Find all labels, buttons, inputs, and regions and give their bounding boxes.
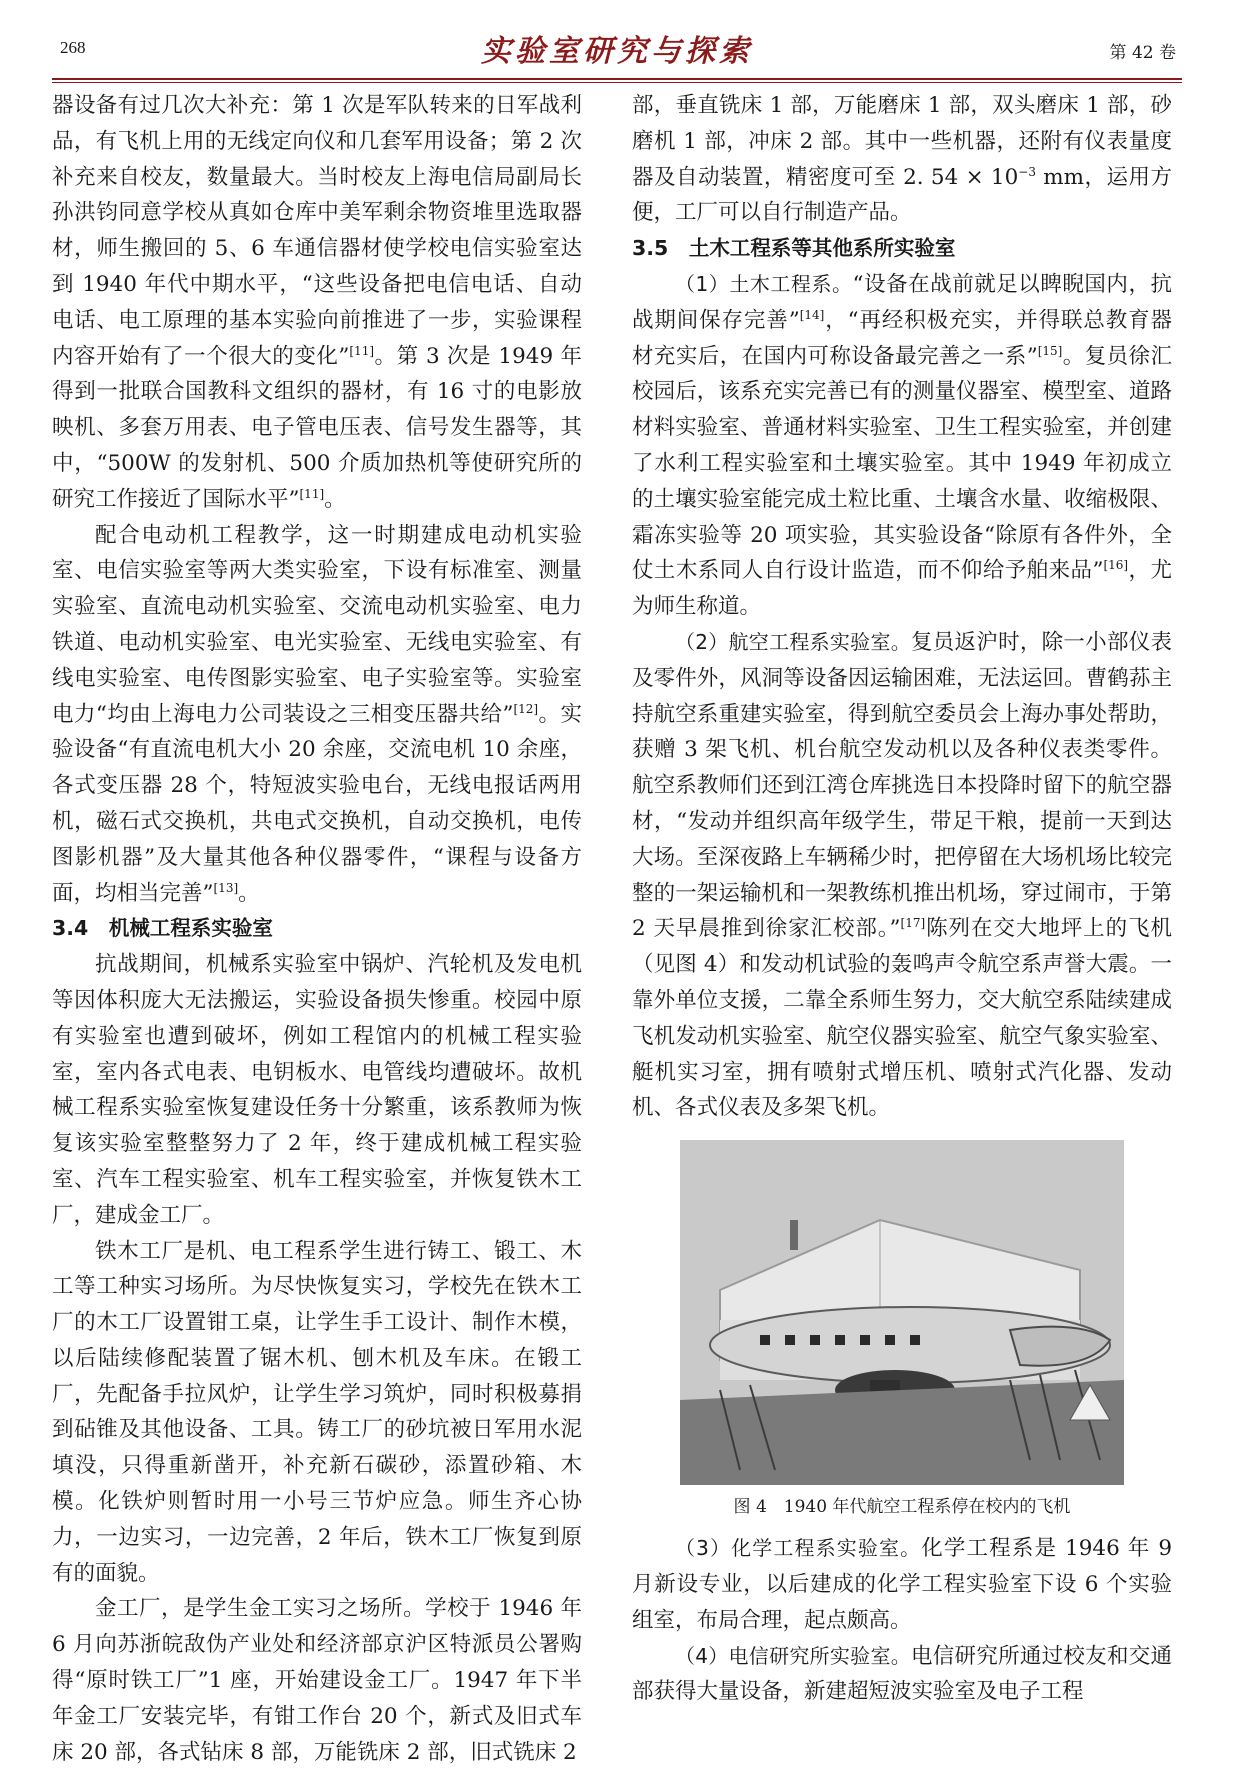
paragraph: 部，垂直铣床 1 部，万能磨床 1 部，双头磨床 1 部，砂磨机 1 部，冲床 2 部。其中一些机器，还附有仪表量度器及自动装置，精密度可至 2. $54 \times 10^{-3}$ mm，运用方便，工厂可以自行制造产品。 [632,93,1172,226]
paragraph: （4）电信研究所实验室。电信研究所通过校友和交通部获得大量设备，新建超短波实验室及电子工程 [632,1643,1172,1705]
header-rule-thin [52,82,1182,83]
airplane-photo-drawing [680,1140,1124,1485]
volume-label: 第 42 卷 [1109,43,1176,63]
subsection-lead: （1）土木工程系。 [675,271,853,296]
paragraph: 铁木工厂是机、电工程系学生进行铸工、锻工、木工等工种实习场所。为尽快恢复实习，学校先在铁木工厂的木工厂设置钳工桌，让学生手工设计、制作木模，以后陆续修配装置了锯木机、刨木机及车床。在锻工厂，先配备手拉风炉，让学生学习筑炉，同时积极募捐到砧锥及其他设备、工具。铸工厂的砂坑被日军用水泥填没，只得重新凿开，补充新石碳砂，添置砂箱、木模。化铁炉则暂时用一小号三节炉应急。师生齐心协力，一边实习，一边完善，2 年后，铁木工厂恢复到原有的面貌。 [52,1238,582,1586]
left-column [52,88,582,1770]
paragraph: 配合电动机工程教学，这一时期建成电动机实验室、电信实验室等两大类实验室，下设有标准室、测量实验室、直流电动机实验室、交流电动机实验室、电力铁道、电动机实验室、电光实验室、无线电实验室、有线电实验室、电传图影实验室、电子实验室等。实验室电力“均由上海电力公司装设之三相变压器共给”[12]。实验设备“有直流电机大小 20 余座，交流电机 10 余座，各式变压器 28 个，特短波实验电台，无线电报话两用机，磁石式交换机，共电式交换机，自动交换机，电传图影机器”及大量其他各种仪器零件，“课程与设备方面，均相当完善”[13]。 [52,522,582,906]
citation: [13] [213,880,239,895]
citation: [11] [299,486,325,501]
exponent: −3 [1018,164,1036,179]
section-heading-3-4: 3.4 机械工程系实验室 [52,916,273,941]
airplane-photo [680,1140,1124,1485]
right-column [632,88,1172,1710]
header-rule [52,78,1182,80]
citation: [12] [513,701,539,716]
page-header [52,18,1182,80]
paragraph: （2）航空工程系实验室。复员返沪时，除一小部仪表及零件外，风洞等设备因运输困难，无法运回。曹鹤荪主持航空系重建实验室，得到航空委员会上海办事处帮助，获赠 3 架飞机、机台航空发动机以及各种仪表类零件。航空系教师们还到江湾仓库挑选日本投降时留下的航空器材，“发动并组织高年级学生，带足干粮，提前一天到达大场。至深夜路上车辆稀少时，把停留在大场机场比较完整的一架运输机和一架教练机推出机场，穿过闹市，于第 2 天早晨推到徐家汇校部。”[17]陈列在交大地坪上的飞机（见图 4）和发动机试验的轰鸣声令航空系声誉大震。一靠外单位支援，二靠全系师生努力，交大航空系陆续建成飞机发动机实验室、航空仪器实验室、航空气象实验室、艇机实习室，拥有喷射式增压机、喷射式汽化器、发动机、各式仪表及多架飞机。 [632,629,1172,1121]
paragraph: 金工厂，是学生金工实习之场所。学校于 1946 年 6 月向苏浙皖敌伪产业处和经济部京沪区特派员公署购得“原时铁工厂”1 座，开始建设金工厂。1947 年下半年金工厂安装完毕，有钳工作台 20 个，新式及旧式车床 20 部，各式钻床 8 部，万能铣床 2 部，旧式铣床 2 [52,1596,582,1765]
citation: [14] [799,307,825,322]
paragraph: 器设备有过几次大补充：第 1 次是军队转来的日军战利品，有飞机上用的无线定向仪和几套军用设备；第 2 次补充来自校友，数量最大。当时校友上海电信局副局长孙洪钧同意学校从真如仓库中美军剩余物资堆里选取器材，师生搬回的 5、6 车通信器材使学校电信实验室达到 1940 年代中期水平，“这些设备把电信电话、自动电话、电工原理的基本实验向前推进了一步，实验课程内容开始有了一个很大的变化”[11]。第 3 次是 1949 年得到一批联合国教科文组织的器材，有 16 寸的电影放映机、多套万用表、电子管电压表、信号发生器等，其中，“500W 的发射机、500 介质加热机等使研究所的研究工作接近了国际水平”[11]。 [52,93,583,512]
citation: [11] [349,343,375,358]
paragraph: 抗战期间，机械系实验室中锅炉、汽轮机及发电机等因体积庞大无法搬运，实验设备损失惨重。校园中原有实验室也遭到破坏，例如工程馆内的机械工程实验室，室内各式电表、电钥板水、电管线均遭破坏。故机械工程系实验室恢复建设任务十分繁重，该系教师为恢复该实验室整整努力了 2 年，终于建成机械工程实验室、汽车工程实验室、机车工程实验室，并恢复铁木工厂，建成金工厂。 [52,952,582,1228]
subsection-lead: （4）电信研究所实验室。 [675,1643,911,1668]
paragraph: （1）土木工程系。“设备在战前就足以睥睨国内，抗战期间保存完善”[14]，“再经积极充实，并得联总教育器材充实后，在国内可称设备最完善之一系”[15]。复员徐汇校园后，该系充实完善已有的测量仪器室、模型室、道路材料实验室、普通材料实验室、卫生工程实验室，并创建了水利工程实验室和土壤实验室。其中 1949 年初成立的土壤实验室能完成土粒比重、土壤含水量、收缩极限、霜冻实验等 20 项实验，其实验设备“除原有各件外，全仗土木系同人自行设计监造，而不仰给予舶来品”[16]，尤为师生称道。 [632,271,1172,620]
subsection-lead: （3）化学工程系实验室。 [675,1536,922,1561]
citation: [15] [1037,343,1063,358]
section-heading-3-5: 3.5 土木工程系等其他系所实验室 [632,236,956,261]
journal-title: 实验室研究与探索 [481,34,753,69]
page-number: 268 [60,38,86,57]
citation: [16] [1103,558,1129,573]
figure-caption: 图 4 1940 年代航空工程系停在校内的飞机 [733,1497,1071,1518]
paragraph: （3）化学工程系实验室。化学工程系是 1946 年 9 月新设专业，以后建成的化学工程实验室下设 6 个实验组室，布局合理，起点颇高。 [632,1536,1172,1633]
citation: [17] [900,916,926,931]
subsection-lead: （2）航空工程系实验室。 [675,629,911,654]
